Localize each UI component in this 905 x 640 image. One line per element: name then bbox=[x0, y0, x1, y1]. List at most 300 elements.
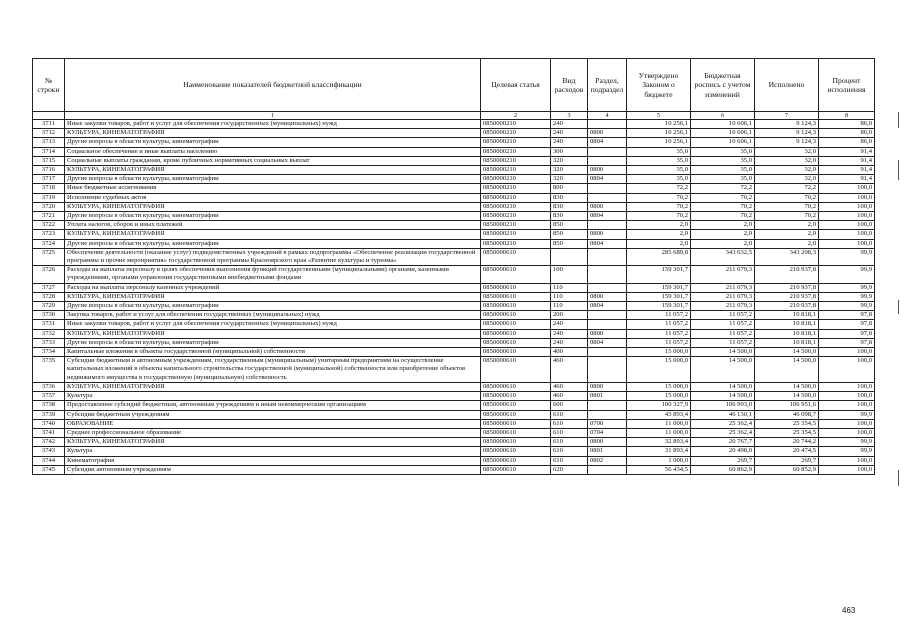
percent-cell: 100,0 bbox=[819, 382, 875, 391]
expense-type-cell: 610 bbox=[551, 419, 588, 428]
percent-cell: 100,0 bbox=[819, 401, 875, 410]
executed-cell: 72,2 bbox=[755, 184, 819, 193]
target-item-cell: 0850000610 bbox=[481, 392, 551, 401]
schedule-cell: 211 079,3 bbox=[691, 266, 755, 283]
schedule-cell: 10 606,1 bbox=[691, 120, 755, 129]
row-number-cell: 3715 bbox=[33, 156, 65, 165]
column-number: 6 bbox=[691, 112, 755, 120]
percent-cell: 100,0 bbox=[819, 239, 875, 248]
table-row bbox=[33, 266, 875, 283]
executed-cell: 9 124,3 bbox=[755, 138, 819, 147]
indicator-name-cell: Другие вопросы в области культуры, кинематографии bbox=[65, 338, 481, 347]
header-approved: Утверждено Законом о бюджете bbox=[627, 59, 691, 112]
indicator-name-cell: Обеспечение деятельности (оказание услуг) подведомственных учреждений в рамках подпрограммы «Обеспечение реализации государственной программы и прочие мероприятия» государственной программы Красноярского края «Развитие культуры и туризма» bbox=[65, 248, 481, 265]
executed-cell: 70,2 bbox=[755, 212, 819, 221]
schedule-cell: 35,0 bbox=[691, 147, 755, 156]
section-cell: 0800 bbox=[588, 166, 627, 175]
table-row bbox=[33, 410, 875, 419]
row-number-cell: 3730 bbox=[33, 311, 65, 320]
schedule-cell: 14 500,0 bbox=[691, 382, 755, 391]
expense-type-cell: 300 bbox=[551, 147, 588, 156]
section-cell: 0802 bbox=[588, 456, 627, 465]
approved-cell: 70,2 bbox=[627, 193, 691, 202]
schedule-cell: 25 362,4 bbox=[691, 419, 755, 428]
approved-cell: 11 057,2 bbox=[627, 338, 691, 347]
row-number-cell: 3742 bbox=[33, 438, 65, 447]
percent-cell: 99,9 bbox=[819, 266, 875, 283]
indicator-name-cell: ОБРАЗОВАНИЕ bbox=[65, 419, 481, 428]
expense-type-cell: 610 bbox=[551, 428, 588, 437]
target-item-cell: 0850000610 bbox=[481, 283, 551, 292]
approved-cell: 285 689,8 bbox=[627, 248, 691, 265]
expense-type-cell: 240 bbox=[551, 320, 588, 329]
percent-cell: 99,9 bbox=[819, 438, 875, 447]
target-item-cell: 0850000210 bbox=[481, 175, 551, 184]
section-cell: 0804 bbox=[588, 302, 627, 311]
approved-cell: 35,0 bbox=[627, 147, 691, 156]
row-number-cell: 3734 bbox=[33, 348, 65, 357]
schedule-cell: 11 057,2 bbox=[691, 320, 755, 329]
approved-cell: 1 000,0 bbox=[627, 456, 691, 465]
table-row bbox=[33, 329, 875, 338]
approved-cell: 11 000,0 bbox=[627, 419, 691, 428]
percent-cell: 99,9 bbox=[819, 410, 875, 419]
section-cell: 0700 bbox=[588, 419, 627, 428]
indicator-name-cell: КУЛЬТУРА, КИНЕМАТОГРАФИЯ bbox=[65, 230, 481, 239]
executed-cell: 2,0 bbox=[755, 230, 819, 239]
indicator-name-cell: Субсидии бюджетным и автономным учреждениям, государственным (муниципальным) унитарным предприятиям на осуществление капитальных вложений в объекты капитального строительства государственной (муниципальной) собственности или приобретение объектов недвижимого имущества в государственную (муниципальную) собственность bbox=[65, 357, 481, 383]
expense-type-cell: 600 bbox=[551, 401, 588, 410]
approved-cell: 15 000,0 bbox=[627, 357, 691, 383]
approved-cell: 11 057,2 bbox=[627, 329, 691, 338]
executed-cell: 10 818,1 bbox=[755, 320, 819, 329]
indicator-name-cell: Уплата налогов, сборов и иных платежей bbox=[65, 221, 481, 230]
schedule-cell: 20 767,7 bbox=[691, 438, 755, 447]
approved-cell: 100 327,9 bbox=[627, 401, 691, 410]
section-cell: 0800 bbox=[588, 129, 627, 138]
row-number-cell: 3743 bbox=[33, 447, 65, 456]
schedule-cell: 70,2 bbox=[691, 193, 755, 202]
column-number: 2 bbox=[481, 112, 551, 120]
indicator-name-cell: Закупка товаров, работ и услуг для обеспечения государственных (муниципальных) нужд bbox=[65, 311, 481, 320]
target-item-cell: 0850000210 bbox=[481, 193, 551, 202]
table-row bbox=[33, 438, 875, 447]
schedule-cell: 211 079,3 bbox=[691, 292, 755, 301]
row-number-cell: 3736 bbox=[33, 382, 65, 391]
executed-cell: 14 500,0 bbox=[755, 392, 819, 401]
target-item-cell: 0850000210 bbox=[481, 156, 551, 165]
section-cell bbox=[588, 410, 627, 419]
target-item-cell: 0850000210 bbox=[481, 120, 551, 129]
percent-cell: 100,0 bbox=[819, 348, 875, 357]
percent-cell: 86,0 bbox=[819, 120, 875, 129]
header-executed: Исполнено bbox=[755, 59, 819, 112]
target-item-cell: 0850000610 bbox=[481, 465, 551, 474]
approved-cell: 11 000,0 bbox=[627, 428, 691, 437]
percent-cell: 100,0 bbox=[819, 419, 875, 428]
target-item-cell: 0850000210 bbox=[481, 184, 551, 193]
approved-cell: 159 301,7 bbox=[627, 266, 691, 283]
header-row-number: № строки bbox=[33, 59, 65, 112]
column-number: 8 bbox=[819, 112, 875, 120]
indicator-name-cell: КУЛЬТУРА, КИНЕМАТОГРАФИЯ bbox=[65, 329, 481, 338]
percent-cell: 97,8 bbox=[819, 320, 875, 329]
approved-cell: 35,0 bbox=[627, 156, 691, 165]
schedule-cell: 106 993,0 bbox=[691, 401, 755, 410]
indicator-name-cell: Расходы на выплаты персоналу казенных учреждений bbox=[65, 283, 481, 292]
row-number-cell: 3711 bbox=[33, 120, 65, 129]
schedule-cell: 35,0 bbox=[691, 156, 755, 165]
row-number-cell: 3724 bbox=[33, 239, 65, 248]
percent-cell: 100,0 bbox=[819, 465, 875, 474]
expense-type-cell: 610 bbox=[551, 447, 588, 456]
target-item-cell: 0850000610 bbox=[481, 292, 551, 301]
table-row bbox=[33, 320, 875, 329]
table-row bbox=[33, 147, 875, 156]
table-row bbox=[33, 401, 875, 410]
table-row bbox=[33, 302, 875, 311]
scan-edge-mark bbox=[898, 470, 899, 486]
approved-cell: 70,2 bbox=[627, 202, 691, 211]
section-cell bbox=[588, 120, 627, 129]
section-cell: 0804 bbox=[588, 338, 627, 347]
section-cell bbox=[588, 248, 627, 265]
approved-cell: 15 000,0 bbox=[627, 392, 691, 401]
approved-cell: 31 893,4 bbox=[627, 447, 691, 456]
executed-cell: 10 818,1 bbox=[755, 329, 819, 338]
row-number-cell: 3733 bbox=[33, 338, 65, 347]
row-number-cell: 3744 bbox=[33, 456, 65, 465]
indicator-name-cell: Иные бюджетные ассигнования bbox=[65, 184, 481, 193]
schedule-cell: 35,0 bbox=[691, 175, 755, 184]
percent-cell: 100,0 bbox=[819, 392, 875, 401]
percent-cell: 91,4 bbox=[819, 175, 875, 184]
schedule-cell: 70,2 bbox=[691, 202, 755, 211]
target-item-cell: 0850000610 bbox=[481, 438, 551, 447]
row-number-cell: 3720 bbox=[33, 202, 65, 211]
percent-cell: 91,4 bbox=[819, 156, 875, 165]
target-item-cell: 0850000610 bbox=[481, 419, 551, 428]
row-number-cell: 3735 bbox=[33, 357, 65, 383]
target-item-cell: 0850000610 bbox=[481, 401, 551, 410]
scan-edge-mark bbox=[898, 112, 899, 128]
schedule-cell: 11 057,2 bbox=[691, 329, 755, 338]
executed-cell: 32,0 bbox=[755, 175, 819, 184]
executed-cell: 20 474,5 bbox=[755, 447, 819, 456]
executed-cell: 14 500,0 bbox=[755, 357, 819, 383]
percent-cell: 99,9 bbox=[819, 283, 875, 292]
executed-cell: 32,0 bbox=[755, 156, 819, 165]
approved-cell: 159 301,7 bbox=[627, 292, 691, 301]
section-cell: 0804 bbox=[588, 175, 627, 184]
table-row bbox=[33, 357, 875, 383]
executed-cell: 10 818,1 bbox=[755, 311, 819, 320]
approved-cell: 10 256,1 bbox=[627, 138, 691, 147]
header-indicator-name: Наименование показателей бюджетной классификации bbox=[65, 59, 481, 112]
row-number-cell: 3729 bbox=[33, 302, 65, 311]
expense-type-cell: 320 bbox=[551, 156, 588, 165]
expense-type-cell: 460 bbox=[551, 357, 588, 383]
table-row bbox=[33, 184, 875, 193]
approved-cell: 2,0 bbox=[627, 239, 691, 248]
target-item-cell: 0850000610 bbox=[481, 447, 551, 456]
header-row bbox=[33, 59, 875, 112]
row-number-cell: 3726 bbox=[33, 266, 65, 283]
expense-type-cell: 610 bbox=[551, 438, 588, 447]
schedule-cell: 2,0 bbox=[691, 221, 755, 230]
table-row bbox=[33, 283, 875, 292]
percent-cell: 99,9 bbox=[819, 292, 875, 301]
table-row bbox=[33, 156, 875, 165]
row-number-cell: 3712 bbox=[33, 129, 65, 138]
schedule-cell: 20 498,0 bbox=[691, 447, 755, 456]
row-number-cell: 3716 bbox=[33, 166, 65, 175]
expense-type-cell: 850 bbox=[551, 221, 588, 230]
indicator-name-cell: Расходы на выплаты персоналу в целях обеспечения выполнения функций государственными (муниципальными) органами, казенными учреждениями, органами управления государственными внебюджетными фондами bbox=[65, 266, 481, 283]
target-item-cell: 0850000210 bbox=[481, 230, 551, 239]
approved-cell: 11 057,2 bbox=[627, 320, 691, 329]
indicator-name-cell: Кинематография bbox=[65, 456, 481, 465]
approved-cell: 72,2 bbox=[627, 184, 691, 193]
percent-cell: 100,0 bbox=[819, 221, 875, 230]
percent-cell: 100,0 bbox=[819, 184, 875, 193]
target-item-cell: 0850000610 bbox=[481, 338, 551, 347]
expense-type-cell: 320 bbox=[551, 175, 588, 184]
schedule-cell: 2,0 bbox=[691, 230, 755, 239]
row-number-cell: 3719 bbox=[33, 193, 65, 202]
table-row bbox=[33, 230, 875, 239]
row-number-cell: 3732 bbox=[33, 329, 65, 338]
indicator-name-cell: Социальные выплаты гражданам, кроме публичных нормативных социальных выплат bbox=[65, 156, 481, 165]
section-cell bbox=[588, 184, 627, 193]
section-cell: 0800 bbox=[588, 230, 627, 239]
expense-type-cell bbox=[551, 248, 588, 265]
table-row bbox=[33, 382, 875, 391]
schedule-cell: 60 862,9 bbox=[691, 465, 755, 474]
schedule-cell: 10 606,1 bbox=[691, 138, 755, 147]
target-item-cell: 0850000610 bbox=[481, 382, 551, 391]
expense-type-cell: 610 bbox=[551, 456, 588, 465]
table-row bbox=[33, 428, 875, 437]
table-body bbox=[33, 112, 875, 475]
schedule-cell: 72,2 bbox=[691, 184, 755, 193]
indicator-name-cell: КУЛЬТУРА, КИНЕМАТОГРАФИЯ bbox=[65, 202, 481, 211]
target-item-cell: 0850000210 bbox=[481, 202, 551, 211]
expense-type-cell: 240 bbox=[551, 329, 588, 338]
target-item-cell: 0850000210 bbox=[481, 138, 551, 147]
executed-cell: 70,2 bbox=[755, 193, 819, 202]
table-row bbox=[33, 239, 875, 248]
expense-type-cell: 400 bbox=[551, 348, 588, 357]
table-row bbox=[33, 311, 875, 320]
table-row bbox=[33, 138, 875, 147]
target-item-cell: 0850000610 bbox=[481, 456, 551, 465]
section-cell bbox=[588, 357, 627, 383]
indicator-name-cell: Социальное обеспечение и иные выплаты населению bbox=[65, 147, 481, 156]
approved-cell: 10 256,1 bbox=[627, 129, 691, 138]
schedule-cell: 46 130,1 bbox=[691, 410, 755, 419]
row-number-cell: 3717 bbox=[33, 175, 65, 184]
percent-cell: 99,9 bbox=[819, 447, 875, 456]
expense-type-cell: 240 bbox=[551, 129, 588, 138]
header-percent: Процент исполнения bbox=[819, 59, 875, 112]
schedule-cell: 2,0 bbox=[691, 239, 755, 248]
column-number: 1 bbox=[65, 112, 481, 120]
target-item-cell: 0850000610 bbox=[481, 357, 551, 383]
expense-type-cell: 850 bbox=[551, 230, 588, 239]
percent-cell: 91,4 bbox=[819, 166, 875, 175]
table-row bbox=[33, 212, 875, 221]
schedule-cell: 35,0 bbox=[691, 166, 755, 175]
table-row bbox=[33, 447, 875, 456]
section-cell bbox=[588, 193, 627, 202]
indicator-name-cell: Другие вопросы в области культуры, кинематографии bbox=[65, 175, 481, 184]
table-row bbox=[33, 175, 875, 184]
row-number-cell: 3718 bbox=[33, 184, 65, 193]
indicator-name-cell: Другие вопросы в области культуры, кинематографии bbox=[65, 138, 481, 147]
expense-type-cell: 830 bbox=[551, 193, 588, 202]
approved-cell: 35,0 bbox=[627, 175, 691, 184]
executed-cell: 210 937,8 bbox=[755, 283, 819, 292]
row-number-cell: 3722 bbox=[33, 221, 65, 230]
approved-cell: 159 301,7 bbox=[627, 302, 691, 311]
expense-type-cell: 200 bbox=[551, 311, 588, 320]
approved-cell: 11 057,2 bbox=[627, 311, 691, 320]
target-item-cell: 0850000210 bbox=[481, 212, 551, 221]
approved-cell: 15 000,0 bbox=[627, 348, 691, 357]
row-number-cell: 3737 bbox=[33, 392, 65, 401]
executed-cell: 210 937,8 bbox=[755, 302, 819, 311]
budget-sheet bbox=[32, 58, 874, 475]
executed-cell: 32,0 bbox=[755, 166, 819, 175]
table-row bbox=[33, 348, 875, 357]
expense-type-cell: 240 bbox=[551, 338, 588, 347]
section-cell bbox=[588, 283, 627, 292]
executed-cell: 14 500,0 bbox=[755, 348, 819, 357]
expense-type-cell: 460 bbox=[551, 382, 588, 391]
target-item-cell: 0850000210 bbox=[481, 166, 551, 175]
approved-cell: 2,0 bbox=[627, 230, 691, 239]
section-cell: 0800 bbox=[588, 202, 627, 211]
row-number-cell: 3727 bbox=[33, 283, 65, 292]
schedule-cell: 10 606,1 bbox=[691, 129, 755, 138]
indicator-name-cell: Иные закупки товаров, работ и услуг для обеспечения государственных (муниципальных) нужд bbox=[65, 320, 481, 329]
indicator-name-cell: Среднее профессиональное образование bbox=[65, 428, 481, 437]
approved-cell: 15 000,0 bbox=[627, 382, 691, 391]
percent-cell: 99,9 bbox=[819, 302, 875, 311]
section-cell: 0804 bbox=[588, 138, 627, 147]
executed-cell: 210 937,8 bbox=[755, 266, 819, 283]
approved-cell: 70,2 bbox=[627, 212, 691, 221]
executed-cell: 2,0 bbox=[755, 239, 819, 248]
approved-cell: 10 256,1 bbox=[627, 120, 691, 129]
approved-cell: 56 434,5 bbox=[627, 465, 691, 474]
expense-type-cell: 830 bbox=[551, 212, 588, 221]
section-cell bbox=[588, 348, 627, 357]
schedule-cell: 211 079,3 bbox=[691, 302, 755, 311]
header-schedule: Бюджетная роспись с учетом изменений bbox=[691, 59, 755, 112]
row-number-cell: 3713 bbox=[33, 138, 65, 147]
executed-cell: 9 124,3 bbox=[755, 120, 819, 129]
indicator-name-cell: Предоставление субсидий бюджетным, автономным учреждениям и иным некоммерческим организациям bbox=[65, 401, 481, 410]
percent-cell: 97,8 bbox=[819, 311, 875, 320]
row-number-cell: 3714 bbox=[33, 147, 65, 156]
executed-cell: 14 500,0 bbox=[755, 382, 819, 391]
executed-cell: 2,0 bbox=[755, 221, 819, 230]
executed-cell: 70,2 bbox=[755, 202, 819, 211]
indicator-name-cell: Культура bbox=[65, 447, 481, 456]
section-cell: 0800 bbox=[588, 382, 627, 391]
expense-type-cell: 110 bbox=[551, 292, 588, 301]
table-row bbox=[33, 419, 875, 428]
row-number-cell: 3725 bbox=[33, 248, 65, 265]
expense-type-cell: 240 bbox=[551, 138, 588, 147]
section-cell: 0800 bbox=[588, 438, 627, 447]
row-number-cell: 3738 bbox=[33, 401, 65, 410]
target-item-cell: 0850000610 bbox=[481, 348, 551, 357]
percent-cell: 100,0 bbox=[819, 230, 875, 239]
executed-cell: 9 124,3 bbox=[755, 129, 819, 138]
row-number-cell: 3728 bbox=[33, 292, 65, 301]
table-row bbox=[33, 392, 875, 401]
executed-cell: 32,0 bbox=[755, 147, 819, 156]
indicator-name-cell: КУЛЬТУРА, КИНЕМАТОГРАФИЯ bbox=[65, 382, 481, 391]
table-row bbox=[33, 193, 875, 202]
target-item-cell: 0850000610 bbox=[481, 266, 551, 283]
column-number: 5 bbox=[627, 112, 691, 120]
percent-cell: 100,0 bbox=[819, 357, 875, 383]
section-cell: 0704 bbox=[588, 428, 627, 437]
table-row bbox=[33, 456, 875, 465]
schedule-cell: 14 500,0 bbox=[691, 392, 755, 401]
expense-type-cell: 830 bbox=[551, 202, 588, 211]
row-number-cell: 3731 bbox=[33, 320, 65, 329]
schedule-cell: 11 057,2 bbox=[691, 338, 755, 347]
row-number-cell: 3740 bbox=[33, 419, 65, 428]
expense-type-cell: 110 bbox=[551, 283, 588, 292]
section-cell: 0801 bbox=[588, 392, 627, 401]
percent-cell: 100,0 bbox=[819, 428, 875, 437]
column-number: 7 bbox=[755, 112, 819, 120]
table-row bbox=[33, 248, 875, 265]
percent-cell: 97,8 bbox=[819, 329, 875, 338]
executed-cell: 343 208,3 bbox=[755, 248, 819, 265]
indicator-name-cell: КУЛЬТУРА, КИНЕМАТОГРАФИЯ bbox=[65, 129, 481, 138]
expense-type-cell: 110 bbox=[551, 302, 588, 311]
row-number-cell: 3741 bbox=[33, 428, 65, 437]
table-row bbox=[33, 202, 875, 211]
section-cell bbox=[588, 320, 627, 329]
expense-type-cell: 850 bbox=[551, 239, 588, 248]
executed-cell: 269,7 bbox=[755, 456, 819, 465]
scan-edge-mark bbox=[898, 300, 899, 314]
percent-cell: 100,0 bbox=[819, 212, 875, 221]
schedule-cell: 25 362,4 bbox=[691, 428, 755, 437]
column-number-row bbox=[33, 112, 875, 120]
approved-cell: 32 893,4 bbox=[627, 438, 691, 447]
section-cell bbox=[588, 156, 627, 165]
table-row bbox=[33, 221, 875, 230]
table-row bbox=[33, 338, 875, 347]
target-item-cell: 0850000610 bbox=[481, 320, 551, 329]
percent-cell: 86,0 bbox=[819, 138, 875, 147]
row-number-cell: 3721 bbox=[33, 212, 65, 221]
expense-type-cell: 460 bbox=[551, 392, 588, 401]
section-cell bbox=[588, 401, 627, 410]
section-cell bbox=[588, 465, 627, 474]
schedule-cell: 211 079,3 bbox=[691, 283, 755, 292]
row-number-cell: 3745 bbox=[33, 465, 65, 474]
